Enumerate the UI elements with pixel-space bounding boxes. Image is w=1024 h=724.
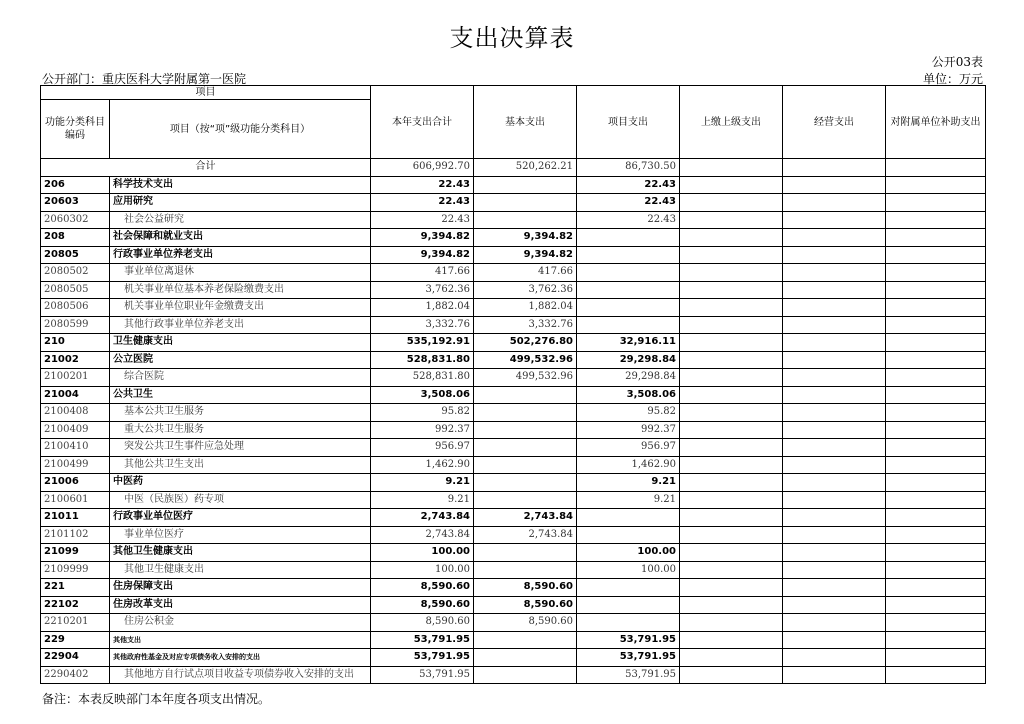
row-name: 机关事业单位基本养老保险缴费支出 bbox=[110, 281, 371, 299]
row-project: 956.97 bbox=[577, 439, 680, 457]
total-basic: 520,262.21 bbox=[474, 159, 577, 177]
row-code: 2210201 bbox=[41, 614, 110, 632]
row-name: 行政事业单位医疗 bbox=[110, 509, 371, 527]
row-basic bbox=[474, 176, 577, 194]
row-project bbox=[577, 596, 680, 614]
row-subsidy bbox=[886, 649, 986, 667]
table-row bbox=[41, 544, 986, 562]
row-upper bbox=[680, 491, 783, 509]
row-subsidy bbox=[886, 386, 986, 404]
row-total: 9,394.82 bbox=[371, 229, 474, 247]
row-code: 22904 bbox=[41, 649, 110, 667]
row-upper bbox=[680, 264, 783, 282]
row-project: 53,791.95 bbox=[577, 649, 680, 667]
table-row bbox=[41, 526, 986, 544]
row-name: 住房改革支出 bbox=[110, 596, 371, 614]
total-sum: 606,992.70 bbox=[371, 159, 474, 177]
row-basic: 2,743.84 bbox=[474, 526, 577, 544]
row-upper bbox=[680, 281, 783, 299]
row-project: 3,508.06 bbox=[577, 386, 680, 404]
row-subsidy bbox=[886, 369, 986, 387]
table-row bbox=[41, 404, 986, 422]
row-total: 2,743.84 bbox=[371, 509, 474, 527]
row-upper bbox=[680, 509, 783, 527]
row-total: 9,394.82 bbox=[371, 246, 474, 264]
row-name: 中医（民族医）药专项 bbox=[110, 491, 371, 509]
row-basic: 9,394.82 bbox=[474, 246, 577, 264]
row-subsidy bbox=[886, 281, 986, 299]
row-basic bbox=[474, 631, 577, 649]
row-business bbox=[783, 649, 886, 667]
table-row bbox=[41, 421, 986, 439]
row-total: 53,791.95 bbox=[371, 631, 474, 649]
row-name: 住房保障支出 bbox=[110, 579, 371, 597]
row-business bbox=[783, 194, 886, 212]
row-name: 其他卫生健康支出 bbox=[110, 561, 371, 579]
row-code: 21004 bbox=[41, 386, 110, 404]
row-upper bbox=[680, 579, 783, 597]
row-basic: 8,590.60 bbox=[474, 579, 577, 597]
row-code: 21006 bbox=[41, 474, 110, 492]
row-name: 其他卫生健康支出 bbox=[110, 544, 371, 562]
row-basic: 499,532.96 bbox=[474, 351, 577, 369]
table-row bbox=[41, 281, 986, 299]
row-name: 基本公共卫生服务 bbox=[110, 404, 371, 422]
row-code: 221 bbox=[41, 579, 110, 597]
row-subsidy bbox=[886, 246, 986, 264]
row-code: 2080599 bbox=[41, 316, 110, 334]
table-row bbox=[41, 334, 986, 352]
row-business bbox=[783, 264, 886, 282]
row-basic bbox=[474, 649, 577, 667]
total-project: 86,730.50 bbox=[577, 159, 680, 177]
header-subsidy: 对附属单位补助支出 bbox=[886, 86, 986, 159]
row-project: 992.37 bbox=[577, 421, 680, 439]
row-name: 其他政府性基金及对应专项债务收入安排的支出 bbox=[110, 649, 371, 667]
row-business bbox=[783, 404, 886, 422]
row-total: 53,791.95 bbox=[371, 649, 474, 667]
row-project: 22.43 bbox=[577, 211, 680, 229]
row-business bbox=[783, 456, 886, 474]
row-basic: 3,332.76 bbox=[474, 316, 577, 334]
row-subsidy bbox=[886, 596, 986, 614]
row-code: 21099 bbox=[41, 544, 110, 562]
row-basic: 3,762.36 bbox=[474, 281, 577, 299]
row-business bbox=[783, 176, 886, 194]
row-name: 应用研究 bbox=[110, 194, 371, 212]
row-subsidy bbox=[886, 509, 986, 527]
row-business bbox=[783, 246, 886, 264]
row-business bbox=[783, 526, 886, 544]
row-upper bbox=[680, 439, 783, 457]
table-row bbox=[41, 561, 986, 579]
row-subsidy bbox=[886, 404, 986, 422]
row-project bbox=[577, 299, 680, 317]
row-subsidy bbox=[886, 544, 986, 562]
row-business bbox=[783, 229, 886, 247]
table-row bbox=[41, 579, 986, 597]
header-code: 功能分类科目编码 bbox=[41, 100, 110, 159]
row-basic bbox=[474, 491, 577, 509]
row-name: 卫生健康支出 bbox=[110, 334, 371, 352]
row-project: 9.21 bbox=[577, 474, 680, 492]
row-name: 中医药 bbox=[110, 474, 371, 492]
row-name: 其他行政事业单位养老支出 bbox=[110, 316, 371, 334]
row-code: 21011 bbox=[41, 509, 110, 527]
row-code: 22102 bbox=[41, 596, 110, 614]
total-label: 合计 bbox=[41, 159, 371, 177]
row-project: 100.00 bbox=[577, 561, 680, 579]
row-code: 2100201 bbox=[41, 369, 110, 387]
row-total: 417.66 bbox=[371, 264, 474, 282]
total-business bbox=[783, 159, 886, 177]
row-total: 95.82 bbox=[371, 404, 474, 422]
row-basic: 9,394.82 bbox=[474, 229, 577, 247]
row-total: 22.43 bbox=[371, 194, 474, 212]
row-basic bbox=[474, 561, 577, 579]
row-upper bbox=[680, 649, 783, 667]
row-project: 1,462.90 bbox=[577, 456, 680, 474]
row-project bbox=[577, 246, 680, 264]
row-code: 2100408 bbox=[41, 404, 110, 422]
header-basic: 基本支出 bbox=[474, 86, 577, 159]
row-basic bbox=[474, 544, 577, 562]
row-upper bbox=[680, 526, 783, 544]
table-row bbox=[41, 439, 986, 457]
row-subsidy bbox=[886, 579, 986, 597]
row-project: 53,791.95 bbox=[577, 666, 680, 684]
footnote: 备注：本表反映部门本年度各项支出情况。 bbox=[42, 692, 271, 706]
row-subsidy bbox=[886, 194, 986, 212]
row-upper bbox=[680, 544, 783, 562]
row-total: 22.43 bbox=[371, 211, 474, 229]
page-title: 支出决算表 bbox=[449, 24, 575, 52]
row-basic: 417.66 bbox=[474, 264, 577, 282]
row-upper bbox=[680, 334, 783, 352]
row-total: 100.00 bbox=[371, 561, 474, 579]
row-subsidy bbox=[886, 666, 986, 684]
row-total: 528,831.80 bbox=[371, 351, 474, 369]
row-basic bbox=[474, 439, 577, 457]
row-upper bbox=[680, 369, 783, 387]
row-upper bbox=[680, 421, 783, 439]
row-name: 突发公共卫生事件应急处理 bbox=[110, 439, 371, 457]
row-upper bbox=[680, 666, 783, 684]
row-code: 2100410 bbox=[41, 439, 110, 457]
row-code: 2060302 bbox=[41, 211, 110, 229]
row-total: 8,590.60 bbox=[371, 614, 474, 632]
header-project-expense: 项目支出 bbox=[577, 86, 680, 159]
row-upper bbox=[680, 404, 783, 422]
row-basic: 8,590.60 bbox=[474, 596, 577, 614]
row-business bbox=[783, 211, 886, 229]
table-row bbox=[41, 596, 986, 614]
row-name: 综合医院 bbox=[110, 369, 371, 387]
row-total: 100.00 bbox=[371, 544, 474, 562]
row-total: 3,762.36 bbox=[371, 281, 474, 299]
table-row bbox=[41, 631, 986, 649]
row-basic bbox=[474, 666, 577, 684]
row-project bbox=[577, 229, 680, 247]
row-total: 2,743.84 bbox=[371, 526, 474, 544]
table-row bbox=[41, 614, 986, 632]
row-code: 2290402 bbox=[41, 666, 110, 684]
row-business bbox=[783, 491, 886, 509]
table-row bbox=[41, 211, 986, 229]
row-business bbox=[783, 474, 886, 492]
row-name: 科学技术支出 bbox=[110, 176, 371, 194]
row-business bbox=[783, 544, 886, 562]
total-subsidy bbox=[886, 159, 986, 177]
row-project: 22.43 bbox=[577, 194, 680, 212]
row-business bbox=[783, 561, 886, 579]
row-basic: 499,532.96 bbox=[474, 369, 577, 387]
row-name: 重大公共卫生服务 bbox=[110, 421, 371, 439]
row-code: 2100601 bbox=[41, 491, 110, 509]
row-project: 100.00 bbox=[577, 544, 680, 562]
row-business bbox=[783, 631, 886, 649]
row-business bbox=[783, 369, 886, 387]
row-total: 22.43 bbox=[371, 176, 474, 194]
row-code: 2080505 bbox=[41, 281, 110, 299]
row-name: 公立医院 bbox=[110, 351, 371, 369]
row-code: 2080506 bbox=[41, 299, 110, 317]
row-name: 事业单位医疗 bbox=[110, 526, 371, 544]
row-total: 956.97 bbox=[371, 439, 474, 457]
row-upper bbox=[680, 614, 783, 632]
row-name: 事业单位离退休 bbox=[110, 264, 371, 282]
row-project bbox=[577, 281, 680, 299]
row-subsidy bbox=[886, 631, 986, 649]
row-total: 3,332.76 bbox=[371, 316, 474, 334]
row-subsidy bbox=[886, 439, 986, 457]
table-row bbox=[41, 351, 986, 369]
row-code: 2100499 bbox=[41, 456, 110, 474]
row-project bbox=[577, 579, 680, 597]
row-upper bbox=[680, 316, 783, 334]
row-basic: 8,590.60 bbox=[474, 614, 577, 632]
header-total: 本年支出合计 bbox=[371, 86, 474, 159]
table-row bbox=[41, 491, 986, 509]
header-upper: 上缴上级支出 bbox=[680, 86, 783, 159]
row-name: 社会公益研究 bbox=[110, 211, 371, 229]
row-upper bbox=[680, 561, 783, 579]
row-upper bbox=[680, 631, 783, 649]
row-basic: 2,743.84 bbox=[474, 509, 577, 527]
row-total: 535,192.91 bbox=[371, 334, 474, 352]
row-upper bbox=[680, 474, 783, 492]
row-code: 208 bbox=[41, 229, 110, 247]
row-code: 21002 bbox=[41, 351, 110, 369]
row-project bbox=[577, 509, 680, 527]
row-upper bbox=[680, 246, 783, 264]
row-basic: 502,276.80 bbox=[474, 334, 577, 352]
row-upper bbox=[680, 386, 783, 404]
row-business bbox=[783, 614, 886, 632]
table-row bbox=[41, 264, 986, 282]
row-basic bbox=[474, 194, 577, 212]
row-basic bbox=[474, 456, 577, 474]
row-name: 机关事业单位职业年金缴费支出 bbox=[110, 299, 371, 317]
row-upper bbox=[680, 194, 783, 212]
table-row bbox=[41, 194, 986, 212]
row-business bbox=[783, 439, 886, 457]
row-project: 9.21 bbox=[577, 491, 680, 509]
unit-label: 单位：万元 bbox=[922, 72, 983, 86]
row-business bbox=[783, 316, 886, 334]
row-name: 其他支出 bbox=[110, 631, 371, 649]
row-subsidy bbox=[886, 421, 986, 439]
row-subsidy bbox=[886, 316, 986, 334]
table-row bbox=[41, 246, 986, 264]
row-business bbox=[783, 386, 886, 404]
row-upper bbox=[680, 456, 783, 474]
row-subsidy bbox=[886, 264, 986, 282]
header-name: 项目（按“项”级功能分类科目） bbox=[110, 100, 371, 159]
row-subsidy bbox=[886, 229, 986, 247]
row-subsidy bbox=[886, 299, 986, 317]
row-code: 229 bbox=[41, 631, 110, 649]
row-code: 20603 bbox=[41, 194, 110, 212]
row-subsidy bbox=[886, 176, 986, 194]
form-number: 公开03表 bbox=[931, 55, 983, 69]
row-project bbox=[577, 526, 680, 544]
row-name: 其他地方自行试点项目收益专项债券收入安排的支出 bbox=[110, 666, 371, 684]
row-total: 9.21 bbox=[371, 474, 474, 492]
table-row bbox=[41, 456, 986, 474]
row-basic bbox=[474, 421, 577, 439]
row-subsidy bbox=[886, 211, 986, 229]
row-upper bbox=[680, 229, 783, 247]
row-basic bbox=[474, 386, 577, 404]
row-subsidy bbox=[886, 491, 986, 509]
row-project bbox=[577, 316, 680, 334]
row-upper bbox=[680, 176, 783, 194]
table-row bbox=[41, 474, 986, 492]
row-basic bbox=[474, 474, 577, 492]
row-total: 8,590.60 bbox=[371, 579, 474, 597]
row-business bbox=[783, 509, 886, 527]
row-business bbox=[783, 299, 886, 317]
row-basic bbox=[474, 404, 577, 422]
row-code: 206 bbox=[41, 176, 110, 194]
row-project: 95.82 bbox=[577, 404, 680, 422]
row-total: 9.21 bbox=[371, 491, 474, 509]
table-row bbox=[41, 509, 986, 527]
row-business bbox=[783, 334, 886, 352]
row-code: 20805 bbox=[41, 246, 110, 264]
table-row bbox=[41, 299, 986, 317]
row-basic: 1,882.04 bbox=[474, 299, 577, 317]
table-row bbox=[41, 666, 986, 684]
row-total: 1,462.90 bbox=[371, 456, 474, 474]
row-total: 8,590.60 bbox=[371, 596, 474, 614]
row-code: 210 bbox=[41, 334, 110, 352]
row-total: 3,508.06 bbox=[371, 386, 474, 404]
expenditure-table bbox=[40, 85, 986, 684]
row-subsidy bbox=[886, 614, 986, 632]
row-project: 32,916.11 bbox=[577, 334, 680, 352]
row-name: 其他公共卫生支出 bbox=[110, 456, 371, 474]
header-project: 项目 bbox=[41, 86, 371, 100]
table-row bbox=[41, 386, 986, 404]
row-project: 29,298.84 bbox=[577, 351, 680, 369]
total-upper bbox=[680, 159, 783, 177]
row-business bbox=[783, 421, 886, 439]
header-business: 经营支出 bbox=[783, 86, 886, 159]
row-project: 29,298.84 bbox=[577, 369, 680, 387]
row-upper bbox=[680, 211, 783, 229]
row-upper bbox=[680, 596, 783, 614]
row-subsidy bbox=[886, 334, 986, 352]
row-upper bbox=[680, 299, 783, 317]
row-total: 53,791.95 bbox=[371, 666, 474, 684]
row-name: 公共卫生 bbox=[110, 386, 371, 404]
total-row bbox=[41, 159, 986, 177]
row-business bbox=[783, 281, 886, 299]
row-subsidy bbox=[886, 561, 986, 579]
row-business bbox=[783, 579, 886, 597]
table-row bbox=[41, 176, 986, 194]
table-row bbox=[41, 369, 986, 387]
row-business bbox=[783, 596, 886, 614]
row-subsidy bbox=[886, 474, 986, 492]
row-business bbox=[783, 666, 886, 684]
row-total: 528,831.80 bbox=[371, 369, 474, 387]
row-project bbox=[577, 264, 680, 282]
table-row bbox=[41, 649, 986, 667]
row-business bbox=[783, 351, 886, 369]
department-label: 公开部门：重庆医科大学附属第一医院 bbox=[42, 72, 247, 86]
row-name: 住房公积金 bbox=[110, 614, 371, 632]
row-total: 992.37 bbox=[371, 421, 474, 439]
row-subsidy bbox=[886, 456, 986, 474]
row-name: 行政事业单位养老支出 bbox=[110, 246, 371, 264]
row-code: 2109999 bbox=[41, 561, 110, 579]
row-code: 2100409 bbox=[41, 421, 110, 439]
row-project bbox=[577, 614, 680, 632]
row-project: 53,791.95 bbox=[577, 631, 680, 649]
row-subsidy bbox=[886, 351, 986, 369]
row-code: 2080502 bbox=[41, 264, 110, 282]
row-subsidy bbox=[886, 526, 986, 544]
row-total: 1,882.04 bbox=[371, 299, 474, 317]
row-code: 2101102 bbox=[41, 526, 110, 544]
row-project: 22.43 bbox=[577, 176, 680, 194]
table-row bbox=[41, 229, 986, 247]
row-name: 社会保障和就业支出 bbox=[110, 229, 371, 247]
row-upper bbox=[680, 351, 783, 369]
row-basic bbox=[474, 211, 577, 229]
table-row bbox=[41, 316, 986, 334]
